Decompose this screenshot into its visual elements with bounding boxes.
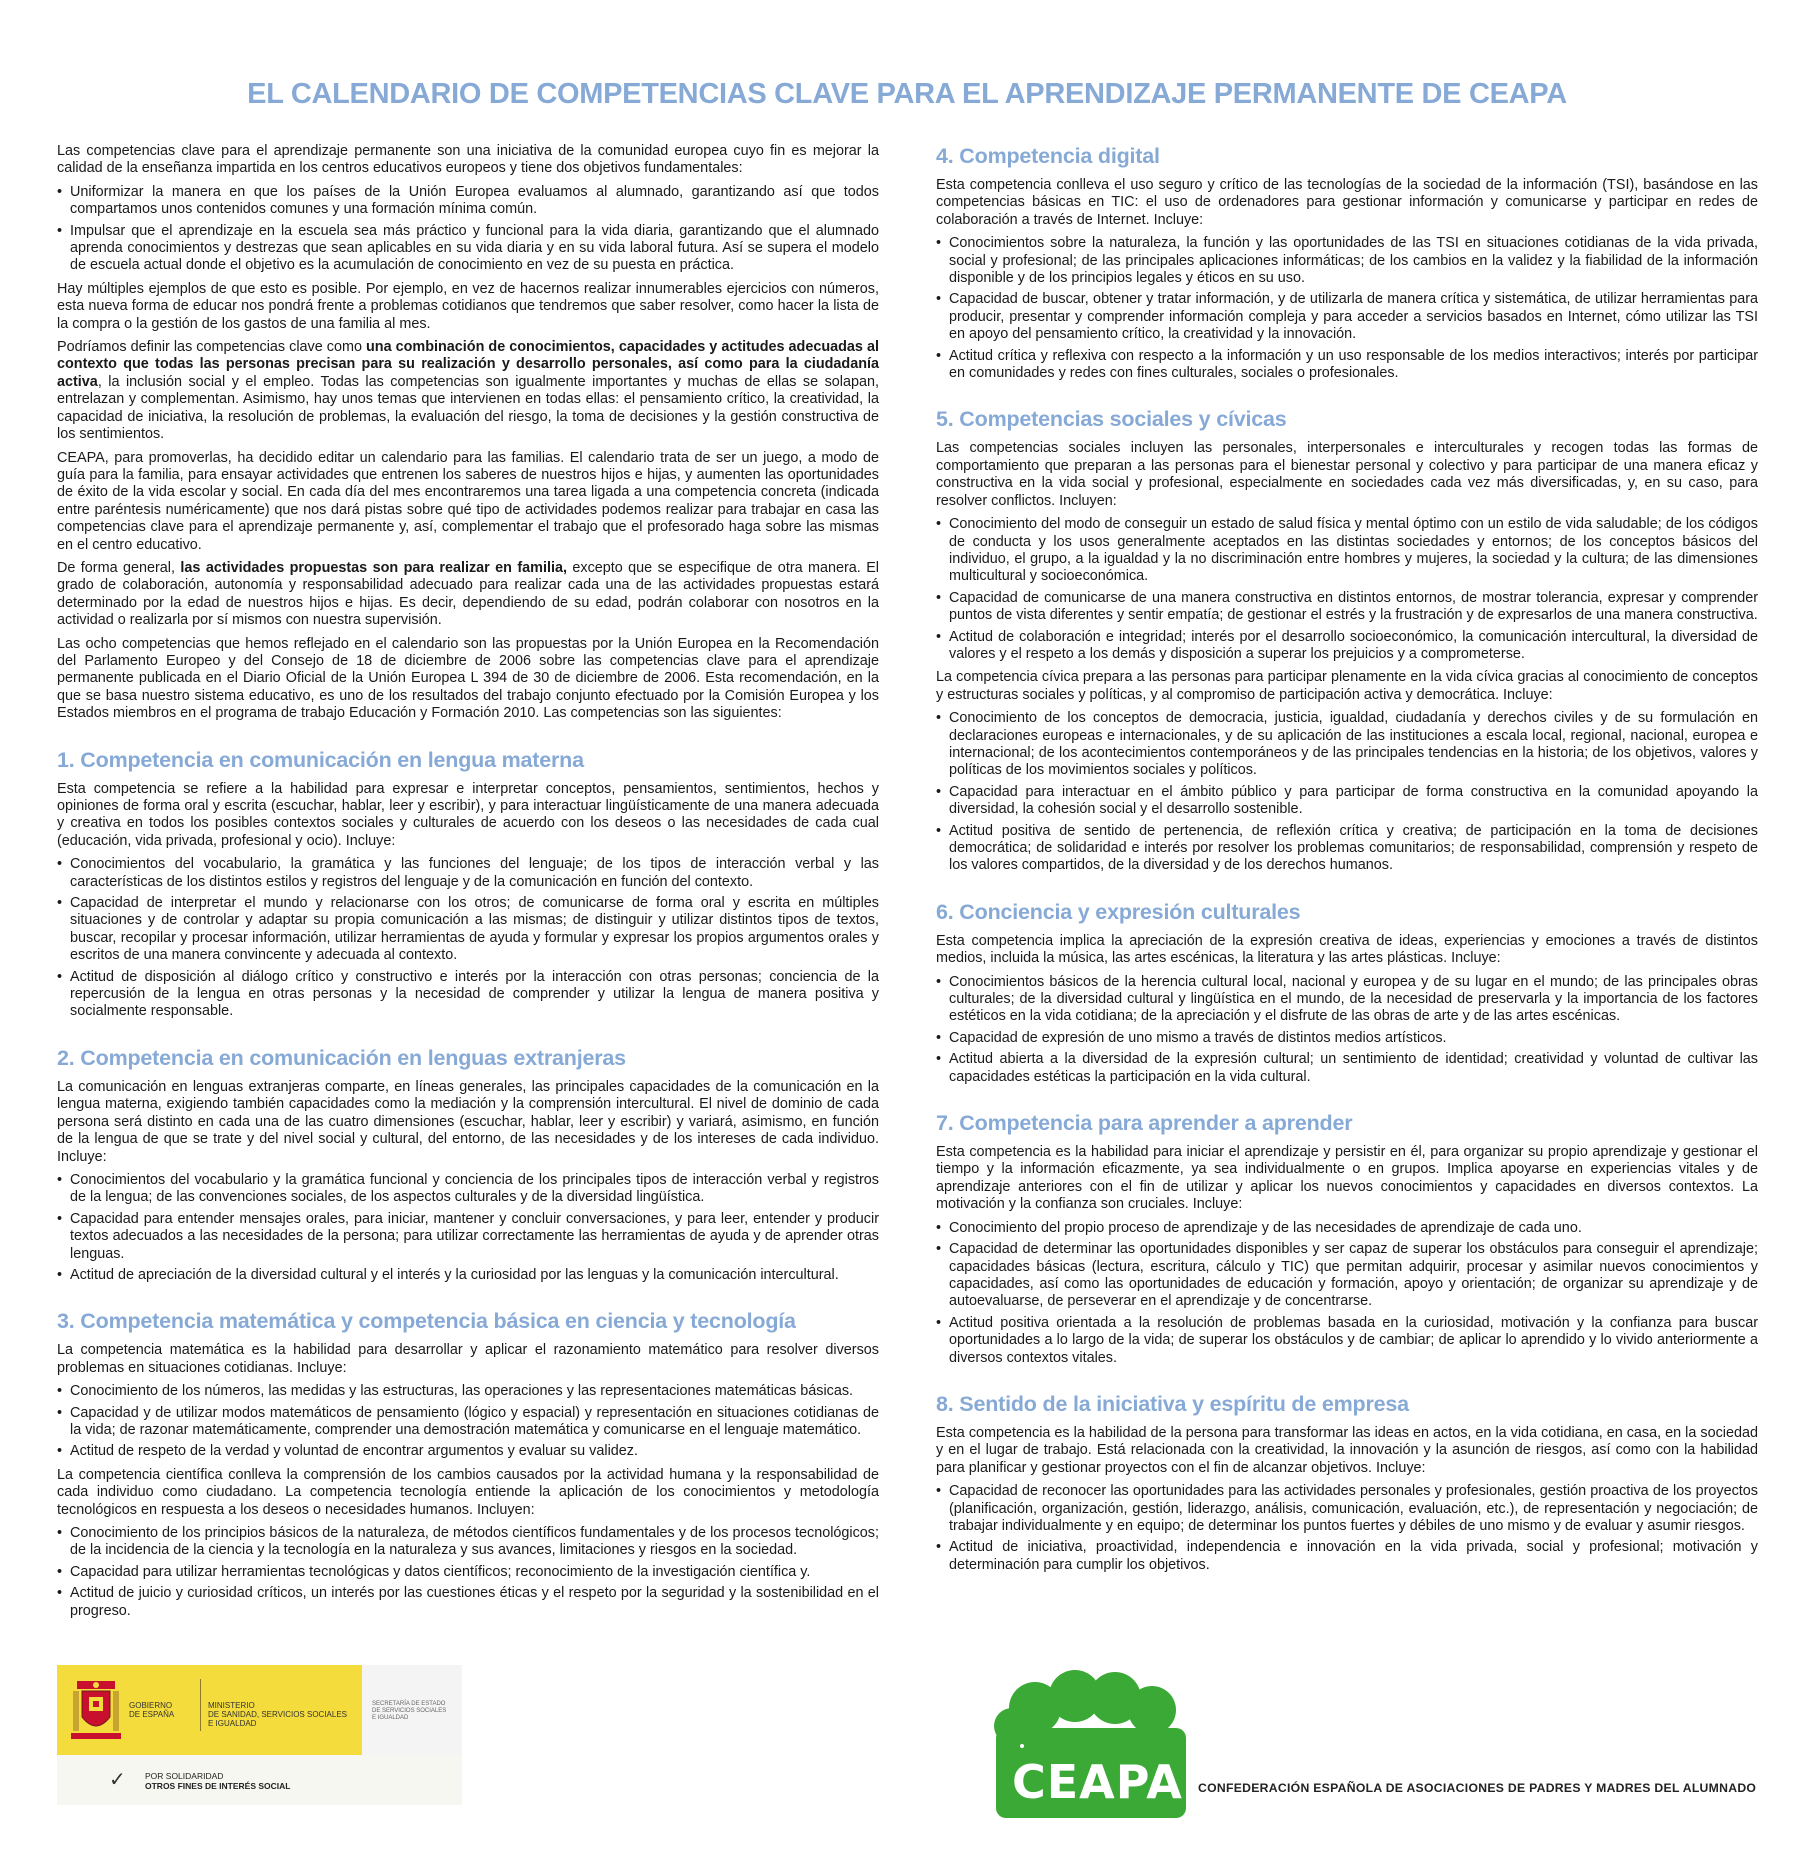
page-title: EL CALENDARIO DE COMPETENCIAS CLAVE PARA EL APRENDIZAJE PERMANENTE DE CEAPA <box>247 78 1567 110</box>
section-list <box>57 1172 879 1284</box>
list-item: • Capacidad de interpretar el mundo y relacionarse con los otros; de comunicarse de forma oral y escrita en múltiples situaciones y de controlar y adaptar su propia comunicación a las mismas; de distinguir y utilizar distintos tipos de textos, buscar, recopilar y procesar información, utilizar herramientas de ayuda y formular y expresar los propios argumentos orales y escritos de una manera convincente y adecuada al contexto. <box>57 895 879 965</box>
section-paragraph: Esta competencia es la habilidad para iniciar el aprendizaje y persistir en él, para organizar su propio aprendizaje y gestionar el tiempo y la información eficazmente, ya sea individualmente o en grupos. Implica apoyarse en experiencias vitales y de aprendizaje anteriores con el fin de utilizar y aplicar los nuevos conocimientos y capacidades en diversos contextos. La motivación y la confianza son cruciales. Incluye: <box>936 1144 1758 1213</box>
list-item: • Actitud de iniciativa, proactividad, independencia e innovación en la vida privada, social y profesional; motivación y determinación para cumplir los objetivos. <box>936 1539 1758 1574</box>
list-item: • Conocimientos del vocabulario, la gramática y las funciones del lenguaje; de los tipos de interacción verbal y las características de los distintos estilos y registros del lenguaje y de la comunicación en función del contexto. <box>57 856 879 891</box>
intro-paragraph: Hay múltiples ejemplos de que esto es posible. Por ejemplo, en vez de hacernos realizar innumerables ejercicios con números, esta nueva forma de educar nos pondrá frente a problemas cotidianos que tendremos que saber resolver, como hacer la lista de la compra o la gestión de los gastos de una familia al mes. <box>57 280 879 332</box>
section-heading: 7. Competencia para aprender a aprender <box>936 1111 1353 1136</box>
section-list <box>57 1525 879 1620</box>
section-heading: 2. Competencia en comunicación en lenguas extranjeras <box>57 1045 626 1070</box>
intro-list <box>57 184 879 275</box>
section-paragraph: Las competencias sociales incluyen las personales, interpersonales e interculturales y recogen todas las formas de comportamiento que preparan a las personas para el bienestar personal y colectivo y para participar de una manera eficaz y constructiva en la vida social y profesional, especialmente en sociedades cada vez más diversificadas, y, en su caso, para resolver conflictos. Incluyen: <box>936 440 1758 509</box>
section-paragraph: La competencia cívica prepara a las personas para participar plenamente en la vida cívica gracias al conocimiento de conceptos y estructuras sociales y políticas, y al compromiso de participación activa y democrática. Incluye: <box>936 669 1758 703</box>
list-item: • Capacidad de buscar, obtener y tratar información, y de utilizarla de manera crítica y sistemática, de utilizar herramientas para producir, presentar y comprender información compleja y para acceder a servicios basados en Internet, cómo utilizar las TSI en apoyo del pensamiento crítico, la creatividad y la innovación. <box>936 291 1758 343</box>
list-item: • Capacidad de determinar las oportunidades disponibles y ser capaz de superar los obstáculos para conseguir el aprendizaje; capacidades básicas (lectura, escritura, cálculo y TIC) que permitan adquirir, procesar y asimilar nuevos conocimientos y capacidades, así como las oportunidades de educación y formación, apoyo y orientación; de organizar su aprendizaje y de autoevaluarse, de perseverar en el aprendizaje y de concentrarse. <box>936 1241 1758 1311</box>
coat-of-arms-icon <box>71 1677 121 1743</box>
section-heading: 3. Competencia matemática y competencia básica en ciencia y tecnología <box>57 1309 796 1334</box>
section-paragraph: La competencia matemática es la habilidad para desarrollar y aplicar el razonamiento matemático para resolver diversos problemas en situaciones cotidianas. Incluye: <box>57 1342 879 1376</box>
solidarity-box <box>57 1755 462 1805</box>
intro-paragraph: De forma general, las actividades propuestas son para realizar en familia, excepto que se especifique de otra manera. El grado de colaboración, autonomía y responsabilidad adecuado para realizar cada una de las actividades propuestas estará determinado por la edad de nuestros hijos e hijas. Es decir, dependiendo de su edad, podrán colaborar con nosotros en la actividad o realizarla por sí mismos con nuestra supervisión. <box>57 559 880 629</box>
list-item: • Conocimientos básicos de la herencia cultural local, nacional y europea y de su lugar en el mundo; de las principales obras culturales; de la diversidad cultural y lingüística en el mundo, de la necesidad de preservarla y la importancia de los factores estéticos en la vida cotidiana; de la apreciación y el disfrute de las obras de arte y de las artes escénicas. <box>936 974 1758 1026</box>
section-list <box>936 1220 1758 1367</box>
ceapa-logo-text: CEAPA <box>1012 1755 1183 1809</box>
list-item: • Conocimiento del propio proceso de aprendizaje y de las necesidades de aprendizaje de cada uno. <box>936 1220 1758 1237</box>
government-logo <box>57 1665 462 1805</box>
list-item: • Capacidad para entender mensajes orales, para iniciar, mantener y concluir conversaciones, y para leer, entender y producir textos adecuados a las necesidades de la persona; para utilizar correctamente las herramientas de ayuda y de aprender otras lenguas. <box>57 1211 879 1263</box>
section-paragraph: Esta competencia implica la apreciación de la expresión creativa de ideas, experiencias y emociones a través de distintos medios, incluida la música, las artes escénicas, la literatura y las artes plásticas. Incluye: <box>936 932 1758 967</box>
list-item: • Capacidad de comunicarse de una manera constructiva en distintos entornos, de mostrar tolerancia, expresar y comprender puntos de vista diferentes y sentir empatía; de gestionar el estrés y la frustración y de expresarlos de una manera constructiva. <box>936 590 1758 625</box>
intro-paragraph: Las competencias clave para el aprendizaje permanente son una iniciativa de la comunidad europea cuyo fin es mejorar la calidad de la enseñanza impartida en los centros educativos europeos y tiene dos objetivos fundamentales: <box>57 143 879 177</box>
section-4 <box>936 143 1758 382</box>
section-list <box>936 1483 1758 1574</box>
list-item: • Conocimiento de los números, las medidas y las estructuras, las operaciones y las representaciones matemáticas básicas. <box>57 1383 879 1400</box>
list-item: • Conocimiento de los principios básicos de la naturaleza, de métodos científicos fundamentales y de los procesos tecnológicos; de la incidencia de la ciencia y la tecnología en la naturaleza y sus avances, limitaciones y riesgos en la sociedad. <box>57 1525 879 1560</box>
divider <box>200 1679 201 1731</box>
list-item: • Actitud de respeto de la verdad y voluntad de encontrar argumentos y evaluar su validez. <box>57 1443 879 1460</box>
section-heading: 1. Competencia en comunicación en lengua materna <box>57 747 584 772</box>
left-column <box>57 143 879 1626</box>
section-paragraph: Esta competencia conlleva el uso seguro y crítico de las tecnologías de la sociedad de la información (TSI), basándose en las competencias básicas en TIC: el uso de ordenadores para gestionar información y comunicarse y participar en redes de colaboración a través de Internet. Incluye: <box>936 177 1758 228</box>
list-item: • Conocimiento de los conceptos de democracia, justicia, igualdad, ciudadanía y derechos civiles y de su formulación en declaraciones europeas e internacionales, y de su aplicación de las instituciones a escala local, regional, nacional, europea e internacional; de los acontecimientos contemporáneos y de las principales tendencias en la historia; de los objetivos, valores y políticas de los movimientos sociales y políticos. <box>936 710 1758 780</box>
section-list <box>936 516 1758 663</box>
list-item: • Actitud de disposición al diálogo crítico y constructivo e interés por la interacción con otras personas; conciencia de la repercusión de la lengua en otras personas y la necesidad de comprender y utilizar la lengua de manera positiva y socialmente responsable. <box>57 969 879 1021</box>
section-list <box>57 856 879 1021</box>
list-item: • Actitud crítica y reflexiva con respecto a la información y un uso responsable de los medios interactivos; interés por participar en comunidades y redes con fines culturales, sociales o profesionales. <box>936 348 1758 383</box>
section-paragraph: La comunicación en lenguas extranjeras comparte, en líneas generales, las principales capacidades de la comunicación en la lengua materna, exigiendo también capacidades como la mediación y la comprensión intercultural. El nivel de dominio de cada persona será distinto en cada una de las cuatro dimensiones (escuchar, hablar, leer y escribir) y variará, asimismo, en función de la lengua de que se trate y del nivel social y cultural, del entorno, de las necesidades y de los intereses de cada individuo. Incluye: <box>57 1078 879 1165</box>
section-heading: 5. Competencias sociales y cívicas <box>936 407 1287 432</box>
list-item: • Actitud positiva de sentido de pertenencia, de reflexión crítica y creativa; de participación en la toma de decisiones democrática; de solidaridad e interés por resolver los problemas comunitarios; de responsabilidad, comprensión y respeto de los valores compartidos, de la diversidad y de los derechos humanos. <box>936 823 1758 875</box>
section-8 <box>936 1391 1758 1574</box>
section-heading: 6. Conciencia y expresión culturales <box>936 899 1301 924</box>
section-list <box>936 235 1758 382</box>
section-2 <box>57 1045 879 1284</box>
section-paragraph: Esta competencia se refiere a la habilidad para expresar e interpretar conceptos, pensamientos, sentimientos, hechos y opiniones de forma oral y escrita (escuchar, hablar, leer y escribir), y para interactuar lingüísticamente de una manera adecuada y creativa en todos los posibles contextos sociales y culturales de acuerdo con los deseos o las necesidades de cada cual (educación, vida privada, profesional y ocio). Incluye: <box>57 780 879 849</box>
list-item: • Capacidad de reconocer las oportunidades para las actividades personales y profesionales, gestión proactiva de los proyectos (planificación, organización, gestión, liderazgo, análisis, comunicación, evaluación, etc.), de representación y negociación; de trabajar individualmente y en equipo; de determinar los puntos fuertes y débiles de uno mismo y de evaluar y asumir riesgos. <box>936 1483 1758 1535</box>
list-item: • Actitud positiva orientada a la resolución de problemas basada en la curiosidad, motivación y la confianza para buscar oportunidades a lo largo de la vida; de superar los obstáculos y de cambiar; de aplicar lo aprendido y lo vivido anteriormente a diversos contextos vitales. <box>936 1315 1758 1367</box>
ministry-label: MINISTERIO DE SANIDAD, SERVICIOS SOCIALES E IGUALDAD <box>208 1701 348 1728</box>
intro-paragraph: CEAPA, para promoverlas, ha decidido editar un calendario para las familias. El calendario trata de ser un juego, a modo de guía para la familia, para ensayar actividades que entrenen los saberes de nuestros hijos e hijas, y aumenten las oportunidades de éxito de la vida escolar y social. En cada día del mes encontraremos una tarea ligada a una competencia concreta (indicada entre paréntesis numéricamente) que nos dará pistas sobre qué tipo de actividades podemos realizar para trabajar en casa las competencias clave para el aprendizaje permanente y, así, complementar el trabajo que el profesorado haga sobre las mismas en el centro educativo. <box>57 449 879 553</box>
right-column <box>936 143 1758 1580</box>
list-item: • Uniformizar la manera en que los países de la Unión Europea evaluamos al alumnado, garantizando así que todos compartamos unos contenidos comunes y una formación mínima común. <box>57 184 879 219</box>
list-item: • Capacidad de expresión de uno mismo a través de distintos medios artísticos. <box>936 1030 1758 1047</box>
section-3 <box>57 1308 879 1620</box>
list-item: • Actitud de colaboración e integridad; interés por el desarrollo socioeconómico, la comunicación intercultural, la diversidad de valores y el respeto a los demás y disposición a superar los prejuicios y a comprometerse. <box>936 629 1758 664</box>
section-heading: 4. Competencia digital <box>936 144 1160 168</box>
section-7 <box>936 1110 1758 1367</box>
section-1 <box>57 747 879 1021</box>
intro-section <box>57 143 879 723</box>
intro-paragraph: Las ocho competencias que hemos reflejado en el calendario son las propuestas por la Unión Europea en la Recomendación del Parlamento Europeo y del Consejo de 18 de diciembre de 2006 sobre las competencias clave para el aprendizaje permanente publicada en el Diario Oficial de la Unión Europea L 394 de 30 de diciembre de 2006. Esta recomendación, en la que se basa nuestro sistema educativo, es uno de los resultados del trabajo conjunto efectuado por la Comisión Europea y los Estados miembros en el programa de trabajo Educación y Formación 2010. Las competencias son las siguientes: <box>57 635 879 722</box>
list-item: • Conocimiento del modo de conseguir un estado de salud física y mental óptimo con un estilo de vida saludable; de los códigos de conducta y los usos generalmente aceptados en las distintas sociedades y entornos; de los conceptos básicos del individuo, el grupo, a la igualdad y la no discriminación entre hombres y mujeres, la sociedad y la cultura; de las dimensiones multicultural y socioeconómica. <box>936 516 1758 586</box>
check-icon: ✓ <box>109 1769 126 1791</box>
list-item: • Capacidad para interactuar en el ámbito público y para participar de forma constructiva en la comunidad apoyando la diversidad, la cohesión social y el desarrollo sostenible. <box>936 784 1758 819</box>
secretary-label: SECRETARÍA DE ESTADO DE SERVICIOS SOCIALES E IGUALDAD <box>372 1701 447 1721</box>
section-5 <box>936 406 1758 874</box>
list-item: • Impulsar que el aprendizaje en la escuela sea más práctico y funcional para la vida diaria, garantizando que el alumnado aprenda conocimientos y destrezas que sean aplicables en su vida diaria y en su vida laboral futura. Así se supera el modelo de escuela actual donde el objetivo es la acumulación de conocimiento en vez de su puesta en práctica. <box>57 223 879 275</box>
section-list <box>936 974 1758 1086</box>
section-list <box>936 710 1758 875</box>
section-paragraph: Esta competencia es la habilidad de la persona para transformar las ideas en actos, en la vida cotidiana, en casa, en la sociedad y en el lugar de trabajo. Está relacionada con la creatividad, la innovación y la asunción de riesgos, así como con la habilidad para planificar y gestionar proyectos con el fin de alcanzar objetivos. Incluye: <box>936 1424 1758 1476</box>
list-item: • Capacidad para utilizar herramientas tecnológicas y datos científicos; reconocimiento de la investigación científica y. <box>57 1564 879 1581</box>
government-label: GOBIERNO DE ESPAÑA <box>129 1701 175 1719</box>
section-6 <box>936 899 1758 1086</box>
intro-paragraph: Podríamos definir las competencias clave como una combinación de conocimientos, capacidades y actitudes adecuadas al contexto que todas las personas precisan para su realización y desarrollo personales, así como para la ciudadanía activa, la inclusión social y el empleo. Todas las competencias son igualmente importantes y muchas de ellas se solapan, entrelazan y complementan. Asimismo, hay unos temas que intervienen en todas ellas: el pensamiento crítico, la creatividad, la capacidad de iniciativa, la resolución de problemas, la evaluación del riesgo, la toma de decisiones y la gestión constructiva de los sentimientos. <box>57 339 879 443</box>
list-item: • Conocimientos del vocabulario y la gramática funcional y conciencia de los principales tipos de interacción verbal y registros de la lengua; de las convenciones sociales, de los aspectos culturales y de la diversidad lingüística. <box>57 1172 879 1207</box>
section-paragraph: La competencia científica conlleva la comprensión de los cambios causados por la actividad humana y la responsabilidad de cada individuo como ciudadano. La competencia tecnología entiende la aplicación de los conocimientos y metodología tecnológicos en respuesta a los deseos o necesidades humanos. Incluyen: <box>57 1466 879 1518</box>
list-item: • Conocimientos sobre la naturaleza, la función y las oportunidades de las TSI en situaciones cotidianas de la vida privada, social y profesional; de las principales aplicaciones informáticas; de los cambios en la validez y la fiabilidad de la información disponible y de los principios legales y éticos en su uso. <box>936 235 1758 287</box>
organization-name: CONFEDERACIÓN ESPAÑOLA DE ASOCIACIONES DE PADRES Y MADRES DEL ALUMNADO <box>1198 1781 1757 1795</box>
list-item: • Actitud abierta a la diversidad de la expresión cultural; un sentimiento de identidad; creatividad y voluntad de cultivar las capacidades estéticas la participación en la vida cultural. <box>936 1051 1758 1086</box>
section-heading: 8. Sentido de la iniciativa y espíritu de empresa <box>936 1391 1409 1416</box>
secretary-box <box>362 1665 462 1755</box>
list-item: • Actitud de apreciación de la diversidad cultural y el interés y la curiosidad por las lenguas y la comunicación intercultural. <box>57 1267 879 1284</box>
list-item: • Actitud de juicio y curiosidad críticos, un interés por las cuestiones éticas y el respeto por la seguridad y la sostenibilidad en el progreso. <box>57 1585 879 1620</box>
section-list <box>57 1383 879 1461</box>
solidarity-label: POR SOLIDARIDAD OTROS FINES DE INTERÉS SOCIAL <box>145 1771 291 1791</box>
list-item: • Capacidad y de utilizar modos matemáticos de pensamiento (lógico y espacial) y representación en situaciones cotidianas de la vida; de razonar matemáticamente, comprender una demostración matemática y comunicarse en el lenguaje matemático. <box>57 1405 879 1440</box>
